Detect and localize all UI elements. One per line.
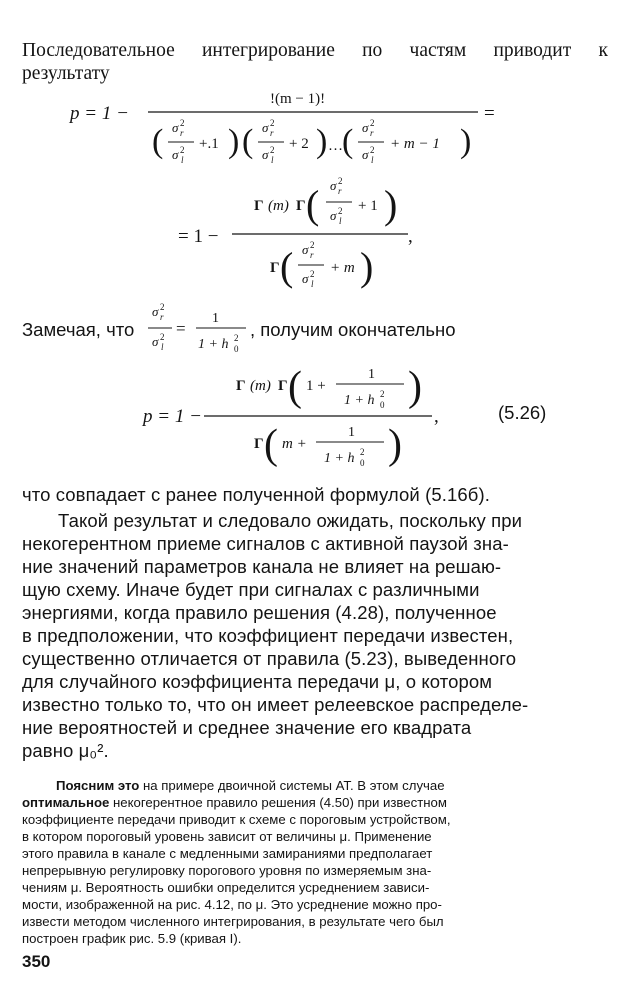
svg-text:l: l	[311, 279, 314, 289]
svg-text:(: (	[288, 364, 302, 410]
svg-text:l: l	[371, 155, 374, 165]
word: интегрирование	[202, 40, 335, 61]
svg-text:(m): (m)	[268, 198, 289, 214]
svg-text:Г: Г	[254, 436, 264, 452]
after-equation-line: что совпадает с ранее полученной формулой (5.16б).	[22, 484, 490, 505]
svg-text:r: r	[338, 186, 342, 196]
eq2-numerator	[254, 176, 397, 227]
equation-number: (5.26)	[498, 402, 547, 423]
svg-text:2: 2	[360, 447, 365, 457]
line-rest: на примере двоичной системы АТ. В этом случае	[139, 778, 445, 793]
page-number: 350	[22, 952, 51, 971]
svg-text:+ m: + m	[330, 260, 355, 276]
svg-text:2: 2	[180, 145, 185, 155]
svg-text:0: 0	[380, 400, 385, 410]
svg-text:2: 2	[234, 333, 239, 343]
eq1-equals: =	[484, 103, 495, 124]
svg-text:2: 2	[380, 389, 385, 399]
line-rest: некогерентное правило решения (4.50) при известном	[109, 795, 447, 810]
small-paragraph-line: этого правила в канале с медленными замираниями предполагает	[22, 846, 433, 861]
small-paragraph-line: непрерывную регулировку порогового уровня по измеряемым зна-	[22, 863, 432, 878]
word: приводит	[493, 40, 572, 61]
bold-lead: Поясним это	[56, 778, 140, 793]
svg-text:r: r	[160, 312, 164, 322]
intro-line-1	[22, 40, 608, 62]
small-paragraph-line: в котором пороговый уровень зависит от величины μ. Применение	[22, 829, 432, 844]
paragraph-line: ние вероятностей и среднее значение его квадрата	[22, 717, 472, 738]
svg-text:Г: Г	[254, 198, 264, 214]
svg-text:2: 2	[160, 302, 165, 312]
svg-text:(m): (m)	[250, 378, 271, 394]
svg-text:l: l	[161, 342, 164, 352]
svg-text:(: (	[280, 244, 294, 289]
svg-text:1: 1	[212, 311, 219, 326]
eq1-lhs: p = 1 −	[70, 103, 129, 124]
svg-text:Г: Г	[296, 198, 306, 214]
svg-text:1 + h: 1 + h	[344, 393, 375, 408]
svg-text:σ: σ	[172, 120, 179, 135]
eq526-numerator	[236, 364, 422, 410]
svg-text:=: =	[176, 319, 186, 338]
small-paragraph-line	[22, 795, 447, 810]
small-paragraph-line: чениям μ. Вероятность ошибки определится усреднением зависи-	[22, 880, 430, 895]
svg-text:1 + h: 1 + h	[198, 337, 229, 352]
svg-text:1: 1	[348, 425, 355, 440]
svg-text:): )	[228, 123, 240, 160]
svg-text:σ: σ	[302, 242, 309, 257]
small-paragraph-line: построен график рис. 5.9 (кривая I).	[22, 931, 242, 946]
svg-text:0: 0	[234, 344, 239, 354]
noting-ratio	[148, 302, 246, 354]
noting-word: Замечая, что	[22, 319, 135, 340]
intro-line-2: результату	[22, 63, 110, 84]
svg-text:2: 2	[160, 332, 165, 342]
paragraph-line: существенно отличается от правила (5.23), выведенного	[22, 648, 517, 669]
noting-line	[0, 298, 630, 358]
svg-text:σ: σ	[172, 147, 179, 162]
svg-text:+ 1: + 1	[358, 198, 378, 214]
paragraph-line: известно только то, что он имеет релеевское распределе-	[22, 694, 529, 715]
svg-text:Г: Г	[236, 378, 246, 394]
small-paragraph-line: коэффициенте передачи приводит к схеме с пороговым устройством,	[22, 812, 451, 827]
svg-text:2: 2	[270, 145, 275, 155]
svg-text:): )	[384, 182, 398, 227]
svg-text:Г: Г	[278, 378, 288, 394]
svg-text:σ: σ	[262, 120, 269, 135]
paragraph-line: ние значений параметров канала не влияет на решаю-	[22, 556, 502, 577]
equation-2	[0, 172, 630, 298]
svg-text:l: l	[271, 155, 274, 165]
svg-text:): )	[388, 422, 402, 468]
paragraph-line: равно μ₀².	[22, 740, 109, 761]
svg-text:σ: σ	[152, 334, 159, 349]
svg-text:+ m − 1: + m − 1	[390, 136, 440, 152]
svg-text:2: 2	[180, 118, 185, 128]
eq1-numerator: !(m − 1)!	[270, 91, 326, 107]
svg-text:2: 2	[310, 240, 315, 250]
svg-text:2: 2	[370, 145, 375, 155]
svg-text:2: 2	[370, 118, 375, 128]
svg-text:): )	[408, 364, 422, 410]
word: частям	[409, 40, 467, 61]
svg-text:1 +: 1 +	[306, 378, 326, 394]
bold-term: оптимальное	[22, 795, 110, 810]
paragraph-line: некогерентном приеме сигналов с активной паузой зна-	[22, 533, 509, 554]
svg-text:σ: σ	[302, 271, 309, 286]
svg-text:…: …	[328, 138, 343, 154]
svg-text:): )	[460, 123, 472, 160]
equation-1	[0, 88, 630, 168]
svg-text:): )	[316, 123, 328, 160]
svg-text:(: (	[306, 182, 320, 227]
small-paragraph-line: извести методом численного интегрирования, в результате чего был	[22, 914, 444, 929]
svg-text:(: (	[152, 123, 164, 160]
eq2-prefix: = 1 −	[178, 226, 219, 247]
svg-text:σ: σ	[262, 147, 269, 162]
word: к	[598, 40, 608, 61]
paragraph-line: Такой результат и следовало ожидать, поскольку при	[58, 510, 523, 531]
svg-text:): )	[360, 244, 374, 289]
eq1-denominator	[152, 118, 471, 165]
svg-text:0: 0	[360, 458, 365, 468]
paragraph-line: для случайного коэффициента передачи μ, о котором	[22, 671, 493, 692]
svg-text:,: ,	[408, 226, 413, 247]
svg-text:+.1: +.1	[199, 136, 219, 152]
svg-text:Г: Г	[270, 260, 280, 276]
small-paragraph-line	[56, 778, 445, 793]
svg-text:l: l	[339, 216, 342, 226]
small-paragraph-line: мости, изображенной на рис. 4.12, по μ. Это усреднение можно про-	[22, 897, 442, 912]
svg-text:m +: m +	[282, 436, 307, 452]
svg-text:σ: σ	[152, 304, 159, 319]
svg-text:1: 1	[368, 367, 375, 382]
svg-text:(: (	[342, 123, 354, 160]
svg-text:σ: σ	[330, 178, 337, 193]
svg-text:2: 2	[338, 176, 343, 186]
eq2-denominator	[270, 240, 373, 289]
eq526-denominator	[254, 422, 402, 468]
svg-text:,: ,	[434, 406, 439, 427]
eq526-lhs: p = 1 −	[143, 406, 202, 427]
paragraph-line: энергиями, когда правило решения (4.28), полученное	[22, 602, 497, 623]
svg-text:(: (	[242, 123, 254, 160]
svg-text:l: l	[181, 155, 184, 165]
svg-text:1 + h: 1 + h	[324, 451, 355, 466]
svg-text:r: r	[270, 128, 274, 138]
svg-text:r: r	[370, 128, 374, 138]
svg-text:+ 2: + 2	[289, 136, 309, 152]
svg-text:σ: σ	[362, 120, 369, 135]
svg-text:(: (	[264, 422, 278, 468]
svg-text:σ: σ	[362, 147, 369, 162]
svg-text:r: r	[180, 128, 184, 138]
svg-text:2: 2	[310, 269, 315, 279]
noting-tail: , получим окончательно	[250, 319, 456, 340]
svg-text:2: 2	[338, 206, 343, 216]
word: Последовательное	[22, 40, 175, 61]
word: по	[362, 40, 383, 61]
svg-text:2: 2	[270, 118, 275, 128]
svg-text:σ: σ	[330, 208, 337, 223]
paragraph-line: щую схему. Иначе будет при сигналах с различными	[22, 579, 480, 600]
paragraph-line: в предположении, что коэффициент передачи известен,	[22, 625, 514, 646]
svg-text:r: r	[310, 250, 314, 260]
